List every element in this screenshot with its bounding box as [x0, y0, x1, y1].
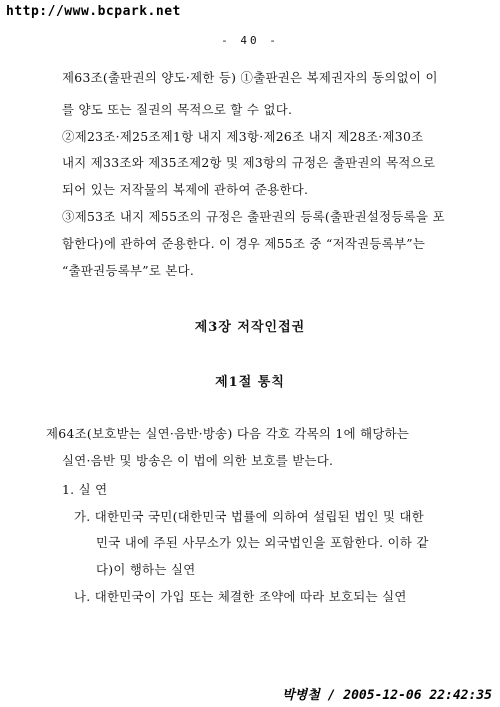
article63-line-4: 내지 제33조와 제35조제2항 및 제3항의 규정은 출판권의 목적으로	[62, 155, 436, 170]
article64-line-1: 제64조(보호받는 실연·음반·방송) 다음 각호 각목의 1에 해당하는	[46, 426, 410, 441]
article64-line-2: 실연·음반 및 방송은 이 법에 의한 보호를 받는다.	[62, 453, 334, 468]
page-number: - 40 -	[221, 34, 279, 47]
article64-subitem-na: 나. 대한민국이 가입 또는 체결한 조약에 따라 보호되는 실연	[74, 589, 407, 604]
article63-line-7: 함한다)에 관하여 준용한다. 이 경우 제55조 중 “저작권등록부”는	[62, 236, 426, 251]
article64-subitem-ga-line-2: 민국 내에 주된 사무소가 있는 외국법인을 포함한다. 이하 같	[96, 535, 429, 550]
chapter-title: 제3장 저작인접권	[194, 320, 306, 335]
article63-line-2: 를 양도 또는 질권의 목적으로 할 수 없다.	[62, 102, 293, 117]
footer-stamp: 박병철 / 2005-12-06 22:42:35	[282, 688, 492, 703]
article64-subitem-ga-line-3: 다)이 행하는 실연	[96, 562, 196, 577]
section-title: 제1절 통칙	[215, 375, 285, 390]
article64-subitem-ga-line-1: 가. 대한민국 국민(대한민국 법률에 의하여 설립된 법인 및 대한	[74, 509, 425, 524]
article63-line-6: ③제53조 내지 제55조의 규정은 출판권의 등록(출판권설정등록을 포	[62, 209, 445, 224]
article64-item-1: 1. 실 연	[62, 482, 108, 497]
article63-line-8: “출판권등록부”로 본다.	[62, 263, 195, 278]
article63-line-1: 제63조(출판권의 양도·제한 등) ①출판권은 복제권자의 동의없이 이	[62, 70, 438, 85]
watermark-url: http://www.bcpark.net	[6, 4, 181, 19]
article63-line-3: ②제23조·제25조제1항 내지 제3항·제26조 내지 제28조·제30조	[62, 129, 424, 144]
article63-line-5: 되어 있는 저작물의 복제에 관하여 준용한다.	[62, 182, 309, 197]
